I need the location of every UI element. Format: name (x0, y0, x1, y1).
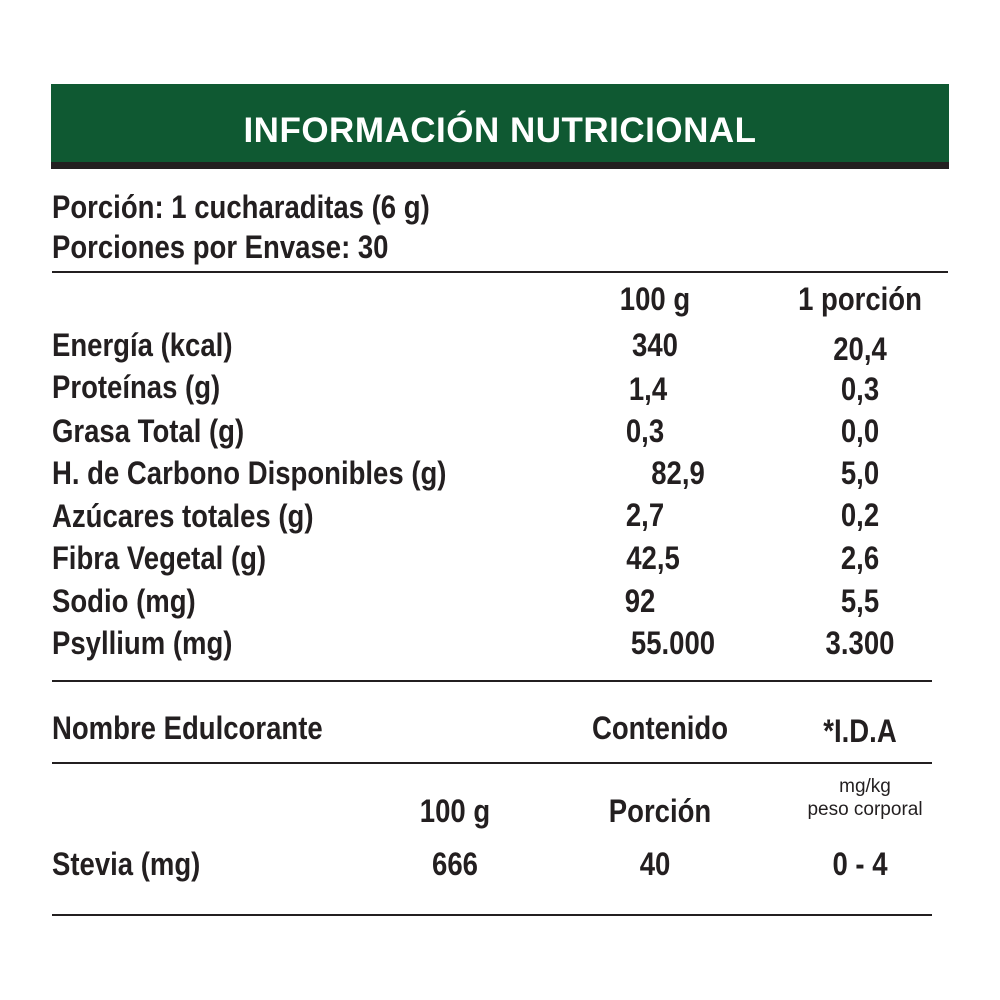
sweetener-value-100g: 666 (432, 846, 478, 882)
value-per-portion: 0,0 (840, 413, 880, 449)
nutrient-label: Proteínas (g) (52, 369, 221, 405)
sweetener-content-header: Contenido (591, 710, 729, 746)
value-per-portion: 0,3 (840, 371, 880, 407)
value-per-100g: 82,9 (651, 455, 705, 491)
sweetener-name-header: Nombre Edulcorante (52, 710, 323, 746)
ida-unit-line1: mg/kg (839, 776, 891, 797)
header-banner (51, 84, 949, 169)
value-per-portion: 3.300 (825, 625, 895, 661)
ida-unit-line2: peso corporal (807, 799, 923, 820)
value-per-100g: 0,3 (625, 413, 665, 449)
sweetener-label: Stevia (mg) (52, 846, 201, 882)
nutrient-label: Azúcares totales (g) (52, 498, 314, 534)
servings-per-container: Porciones por Envase: 30 (52, 229, 389, 265)
value-per-100g: 42,5 (626, 540, 680, 576)
label-title: INFORMACIÓN NUTRICIONAL (243, 111, 757, 150)
value-per-100g: 55.000 (630, 625, 716, 661)
value-per-portion: 0,2 (840, 497, 880, 533)
sweetener-value-ida: 0 - 4 (832, 846, 888, 882)
nutrient-label: Psyllium (mg) (52, 625, 233, 661)
sweetener-column-portion: Porción (608, 793, 712, 829)
sweetener-value-portion: 40 (639, 846, 671, 882)
nutrient-label: H. de Carbono Disponibles (g) (52, 455, 447, 491)
value-per-portion: 2,6 (840, 540, 880, 576)
nutrient-label: Grasa Total (g) (52, 413, 245, 449)
nutrient-label: Sodio (mg) (52, 583, 196, 619)
divider (52, 271, 948, 273)
column-header-100g: 100 g (619, 281, 691, 317)
nutrient-label: Energía (kcal) (52, 327, 233, 363)
value-per-portion: 20,4 (833, 331, 887, 367)
value-per-100g: 340 (632, 327, 678, 363)
nutrient-label: Fibra Vegetal (g) (52, 540, 267, 576)
value-per-100g: 2,7 (625, 497, 665, 533)
divider (52, 914, 932, 916)
value-per-100g: 1,4 (628, 371, 668, 407)
sweetener-ida-header: *I.D.A (823, 713, 897, 749)
value-per-portion: 5,5 (840, 583, 880, 619)
value-per-portion: 5,0 (840, 455, 880, 491)
sweetener-column-100g: 100 g (419, 793, 491, 829)
value-per-100g: 92 (624, 583, 656, 619)
divider (52, 680, 932, 682)
divider (52, 762, 932, 764)
serving-size: Porción: 1 cucharaditas (6 g) (52, 189, 430, 225)
column-header-portion: 1 porción (798, 281, 922, 317)
